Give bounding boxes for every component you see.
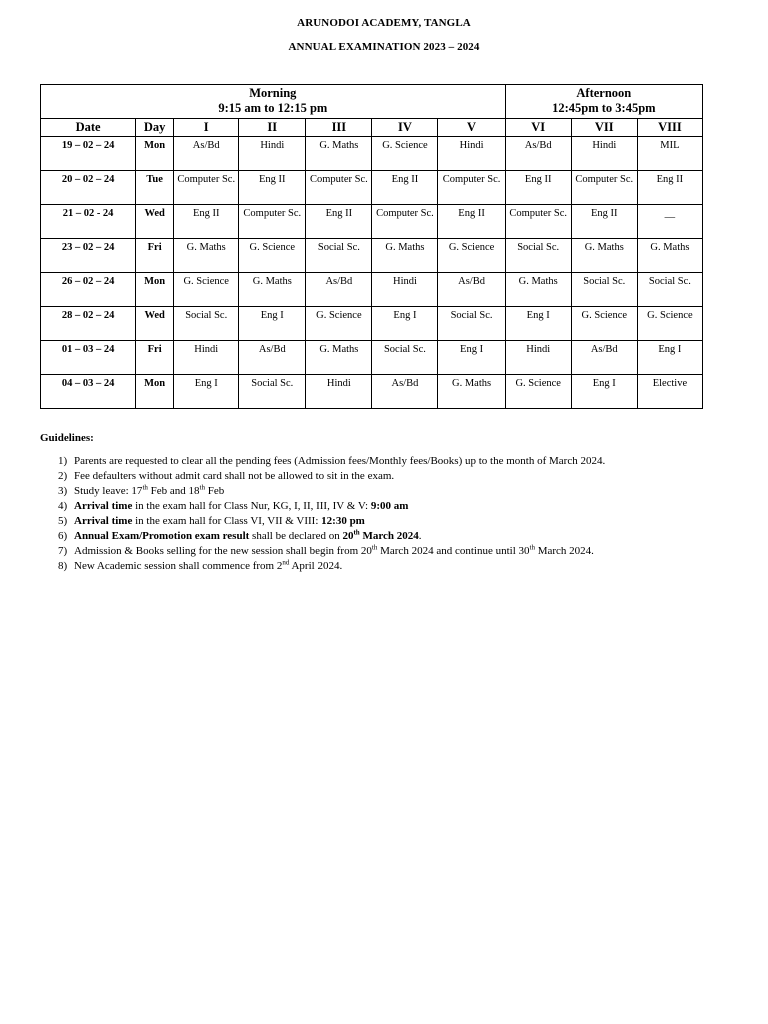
subject-cell: Social Sc. (239, 375, 306, 409)
afternoon-time: 12:45pm to 3:45pm (552, 101, 656, 115)
subject-cell: Computer Sc. (571, 171, 637, 205)
guideline-number: 1) (58, 455, 68, 467)
morning-time: 9:15 am to 12:15 pm (218, 101, 328, 115)
column-header: Day (136, 119, 174, 137)
date-cell: 23 – 02 – 24 (41, 239, 136, 273)
guideline-number: 2) (58, 470, 68, 482)
subject-cell: G. Maths (571, 239, 637, 273)
column-header: V (438, 119, 505, 137)
subject-cell: Computer Sc. (239, 205, 306, 239)
column-header: VIII (637, 119, 702, 137)
subject-cell: G. Maths (239, 273, 306, 307)
subject-cell: G. Maths (438, 375, 505, 409)
guideline-text: th (353, 528, 360, 537)
table-row (41, 239, 703, 273)
subject-cell: As/Bd (174, 137, 239, 171)
subject-cell: Hindi (306, 375, 372, 409)
guideline-text: Feb (204, 485, 225, 497)
table-row (41, 205, 703, 239)
guideline-text: April 2024. (289, 560, 343, 572)
day-cell: Wed (136, 307, 174, 341)
guideline-item (58, 469, 740, 484)
guideline-number: 6) (58, 530, 68, 542)
day-cell: Wed (136, 205, 174, 239)
guideline-text: Arrival time (74, 515, 133, 527)
column-header: III (306, 119, 372, 137)
guideline-text: March 2024. (534, 545, 594, 557)
subject-cell: Computer Sc. (438, 171, 505, 205)
day-cell: Mon (136, 137, 174, 171)
guideline-text: th (529, 543, 535, 552)
guideline-number: 5) (58, 515, 68, 527)
table-row (41, 375, 703, 409)
guideline-text: th (371, 543, 378, 552)
subject-cell: Hindi (372, 273, 438, 307)
subject-cell: G. Science (438, 239, 505, 273)
subject-cell: G. Science (372, 137, 438, 171)
subject-cell: G. Science (306, 307, 372, 341)
afternoon-label: Afternoon (576, 86, 632, 100)
guideline-text: th (199, 483, 205, 492)
guideline-item (58, 514, 740, 529)
subject-cell: Eng I (174, 375, 239, 409)
guidelines-list (40, 454, 740, 574)
subject-cell: Computer Sc. (505, 205, 571, 239)
subject-cell: G. Maths (372, 239, 438, 273)
guideline-text: March 2024 and continue until 30 (377, 545, 530, 557)
guideline-item (58, 529, 740, 544)
subject-cell: Eng I (438, 341, 505, 375)
subject-cell: Social Sc. (438, 307, 505, 341)
guideline-number: 3) (58, 485, 68, 497)
guideline-number: 4) (58, 500, 68, 512)
subject-cell: Hindi (571, 137, 637, 171)
guideline-item (58, 544, 740, 559)
subject-cell: Social Sc. (505, 239, 571, 273)
subject-cell: G. Maths (505, 273, 571, 307)
subject-cell: G. Science (637, 307, 702, 341)
subject-cell: Eng II (438, 205, 505, 239)
subject-cell: As/Bd (306, 273, 372, 307)
guideline-item (58, 499, 740, 514)
guideline-text: nd (282, 558, 290, 567)
morning-label: Morning (249, 86, 297, 100)
subject-cell: G. Maths (306, 137, 372, 171)
guidelines-title: Guidelines: (40, 432, 94, 444)
subject-cell: Eng II (306, 205, 372, 239)
guideline-text: shall be declared on (249, 530, 343, 542)
subject-cell: Social Sc. (571, 273, 637, 307)
guideline-text: th (142, 483, 148, 492)
guideline-text: 12:30 pm (321, 515, 365, 527)
column-header: Date (41, 119, 136, 137)
subject-cell: G. Maths (306, 341, 372, 375)
subject-cell: __ (637, 205, 702, 239)
subject-cell: G. Maths (174, 239, 239, 273)
subject-cell: As/Bd (438, 273, 505, 307)
day-cell: Mon (136, 375, 174, 409)
guideline-item (58, 484, 740, 499)
guideline-text: Admission & Books selling for the new session shall begin from 20 (74, 545, 372, 557)
date-cell: 28 – 02 – 24 (41, 307, 136, 341)
subject-cell: Hindi (438, 137, 505, 171)
subject-cell: Computer Sc. (372, 205, 438, 239)
subject-cell: Eng I (505, 307, 571, 341)
column-header: II (239, 119, 306, 137)
table-row (41, 273, 703, 307)
guideline-number: 7) (58, 545, 68, 557)
subject-cell: As/Bd (505, 137, 571, 171)
column-header: I (174, 119, 239, 137)
subject-cell: Eng II (372, 171, 438, 205)
table-row (41, 171, 703, 205)
column-header: IV (372, 119, 438, 137)
guideline-text: in the exam hall for Class VI, VII & VIII: (132, 515, 322, 527)
day-cell: Tue (136, 171, 174, 205)
subject-cell: Eng II (637, 171, 702, 205)
subject-cell: Eng II (571, 205, 637, 239)
column-header: VI (505, 119, 571, 137)
guideline-text: in the exam hall for Class Nur, KG, I, II, III, IV & V: (132, 500, 371, 512)
exam-title: ANNUAL EXAMINATION 2023 – 2024 (288, 41, 480, 53)
guideline-number: 8) (58, 560, 68, 572)
date-cell: 26 – 02 – 24 (41, 273, 136, 307)
table-row (41, 137, 703, 171)
subject-cell: Social Sc. (306, 239, 372, 273)
day-cell: Mon (136, 273, 174, 307)
subject-cell: Social Sc. (174, 307, 239, 341)
guideline-text: Study leave: 17 (74, 485, 143, 497)
subject-cell: Eng I (571, 375, 637, 409)
subject-cell: Eng II (174, 205, 239, 239)
school-name: ARUNODOI ACADEMY, TANGLA (297, 17, 471, 29)
morning-session-header (41, 85, 506, 119)
subject-cell: Computer Sc. (306, 171, 372, 205)
guideline-item (58, 559, 740, 574)
date-cell: 20 – 02 – 24 (41, 171, 136, 205)
date-cell: 04 – 03 – 24 (41, 375, 136, 409)
day-cell: Fri (136, 341, 174, 375)
subject-cell: As/Bd (239, 341, 306, 375)
afternoon-session-header (505, 85, 702, 119)
column-header-row (41, 119, 703, 137)
guideline-text: Parents are requested to clear all the pending fees (Admission fees/Monthly fees/Books) up to the month of March 2024. (74, 455, 606, 467)
subject-cell: Eng I (637, 341, 702, 375)
subject-cell: Eng I (372, 307, 438, 341)
subject-cell: Eng I (239, 307, 306, 341)
guideline-text: Feb and 18 (147, 485, 200, 497)
guideline-text: Fee defaulters without admit card shall not be allowed to sit in the exam. (74, 470, 395, 482)
subject-cell: Elective (637, 375, 702, 409)
subject-cell: G. Science (571, 307, 637, 341)
guidelines-section (40, 432, 740, 574)
subject-cell: Eng II (239, 171, 306, 205)
day-cell: Fri (136, 239, 174, 273)
subject-cell: Social Sc. (372, 341, 438, 375)
subject-cell: G. Science (505, 375, 571, 409)
exam-schedule-table (40, 84, 703, 409)
subject-cell: G. Science (239, 239, 306, 273)
table-row (41, 341, 703, 375)
table-row (41, 307, 703, 341)
subject-cell: Eng II (505, 171, 571, 205)
guideline-text: 9:00 am (370, 500, 409, 512)
schedule-body (41, 137, 703, 409)
subject-cell: Hindi (174, 341, 239, 375)
guideline-text: Annual Exam/Promotion exam result (74, 530, 250, 542)
subject-cell: Hindi (505, 341, 571, 375)
subject-cell: Social Sc. (637, 273, 702, 307)
subject-cell: Hindi (239, 137, 306, 171)
guideline-text: New Academic session shall commence from 2 (74, 560, 283, 572)
subject-cell: Computer Sc. (174, 171, 239, 205)
subject-cell: G. Science (174, 273, 239, 307)
guideline-item (58, 454, 740, 469)
guideline-text: . (418, 530, 422, 542)
guideline-text: March 2024 (359, 530, 419, 542)
subject-cell: As/Bd (372, 375, 438, 409)
subject-cell: As/Bd (571, 341, 637, 375)
column-header: VII (571, 119, 637, 137)
date-cell: 19 – 02 – 24 (41, 137, 136, 171)
guideline-text: 20 (342, 530, 354, 542)
date-cell: 01 – 03 – 24 (41, 341, 136, 375)
guideline-text: Arrival time (74, 500, 133, 512)
subject-cell: G. Maths (637, 239, 702, 273)
date-cell: 21 – 02 - 24 (41, 205, 136, 239)
session-header-row (41, 85, 703, 119)
subject-cell: MIL (637, 137, 702, 171)
